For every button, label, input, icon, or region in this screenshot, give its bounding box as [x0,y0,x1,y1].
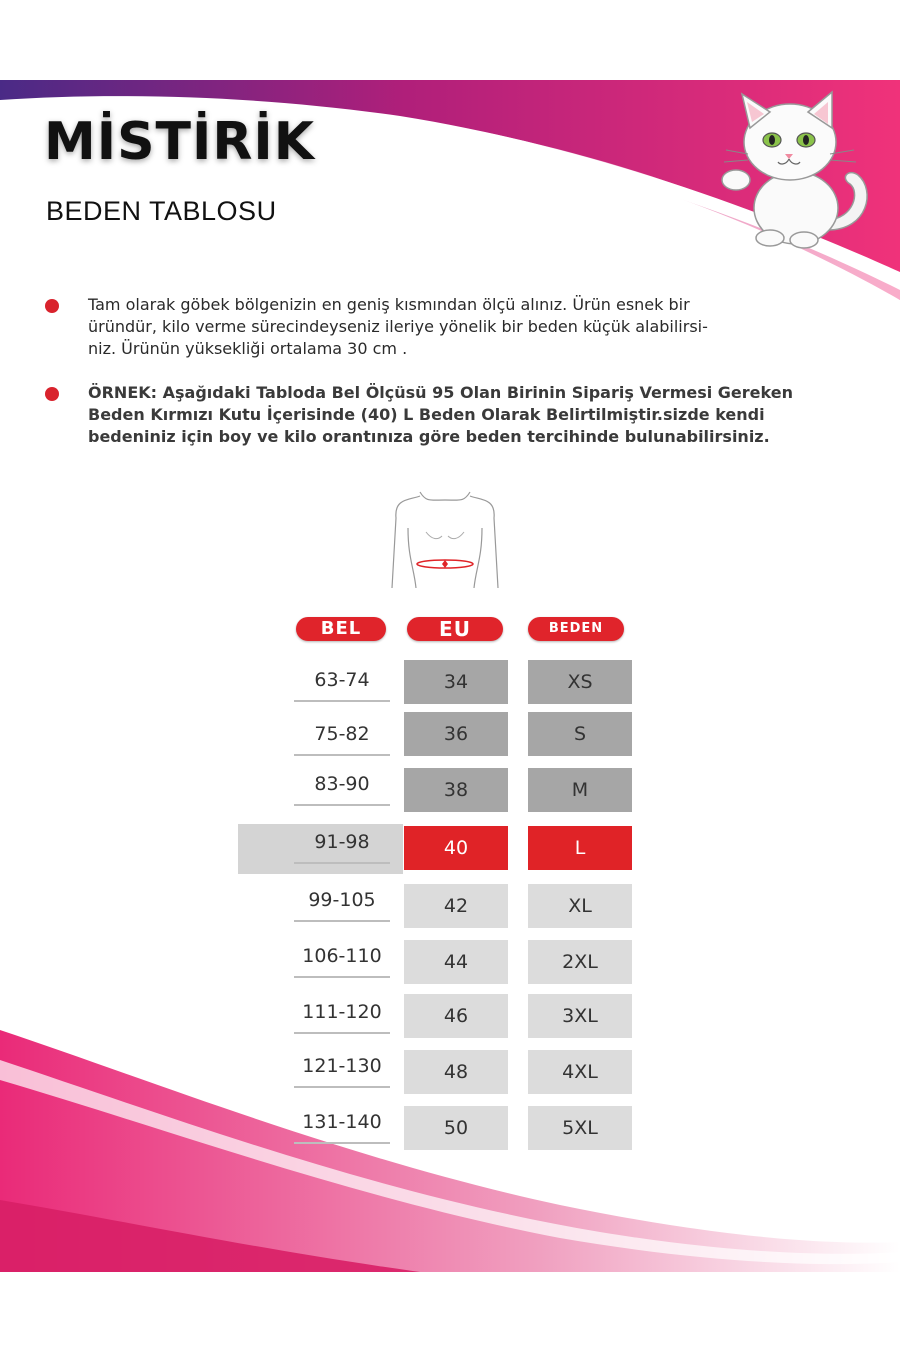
page-title: BEDEN TABLOSU [46,196,277,226]
eu-cell: 44 [404,940,508,984]
table-row [0,766,900,818]
note-text: Tam olarak göbek bölgenizin en geniş kısmından ölçü alınız. Ürün esnek bir üründür, kilo verme sürecindeyseniz ileriye yönelik bir beden küçük alabilirsi- niz. Ürünün yüksekliği ortalama 30 cm . [88,295,708,358]
beden-cell: 5XL [528,1106,632,1150]
bel-cell: 131-140 [294,1104,390,1144]
bel-cell: 83-90 [294,766,390,806]
table-row [0,1048,900,1100]
eu-cell: 46 [404,994,508,1038]
bel-cell: 111-120 [294,994,390,1034]
body-outline-icon [386,488,504,594]
table-row [0,994,900,1046]
beden-cell-selected: L [528,826,632,870]
eu-cell: 42 [404,884,508,928]
eu-cell: 38 [404,768,508,812]
bel-cell: 91-98 [294,824,390,864]
beden-cell: S [528,712,632,756]
note-item [40,382,870,448]
table-row [0,660,900,712]
eu-cell: 36 [404,712,508,756]
table-row [0,938,900,990]
note-item [40,294,870,360]
table-row [0,1104,900,1156]
eu-cell: 50 [404,1106,508,1150]
eu-cell-selected: 40 [404,826,508,870]
bullet-icon [45,299,59,313]
column-header-eu: EU [407,617,503,641]
bel-cell: 75-82 [294,716,390,756]
beden-cell: 4XL [528,1050,632,1094]
eu-cell: 48 [404,1050,508,1094]
column-header-bel: BEL [296,617,386,641]
bel-cell: 99-105 [294,882,390,922]
column-header-beden: BEDEN [528,617,624,641]
bel-cell: 63-74 [294,662,390,702]
bullet-icon [45,387,59,401]
beden-cell: XS [528,660,632,704]
bel-cell: 106-110 [294,938,390,978]
bel-cell: 121-130 [294,1048,390,1088]
table-row-highlighted [0,826,900,878]
beden-cell: 3XL [528,994,632,1038]
beden-cell: M [528,768,632,812]
beden-cell: 2XL [528,940,632,984]
table-row [0,712,900,764]
note-text: ÖRNEK: Aşağıdaki Tabloda Bel Ölçüsü 95 Olan Birinin Sipariş Vermesi Gereken Beden Kırmızı Kutu İçerisinde (40) L Beden Olarak Belirtilmiştir.sizde kendi bedeniniz için boy ve kilo orantınıza göre beden tercihinde bulunabilirsiniz. [88,383,793,446]
eu-cell: 34 [404,660,508,704]
notes-list [40,294,870,470]
brand-logo: MİSTİRİK [44,112,316,172]
cat-mascot-icon [708,80,878,250]
beden-cell: XL [528,884,632,928]
table-row [0,882,900,934]
